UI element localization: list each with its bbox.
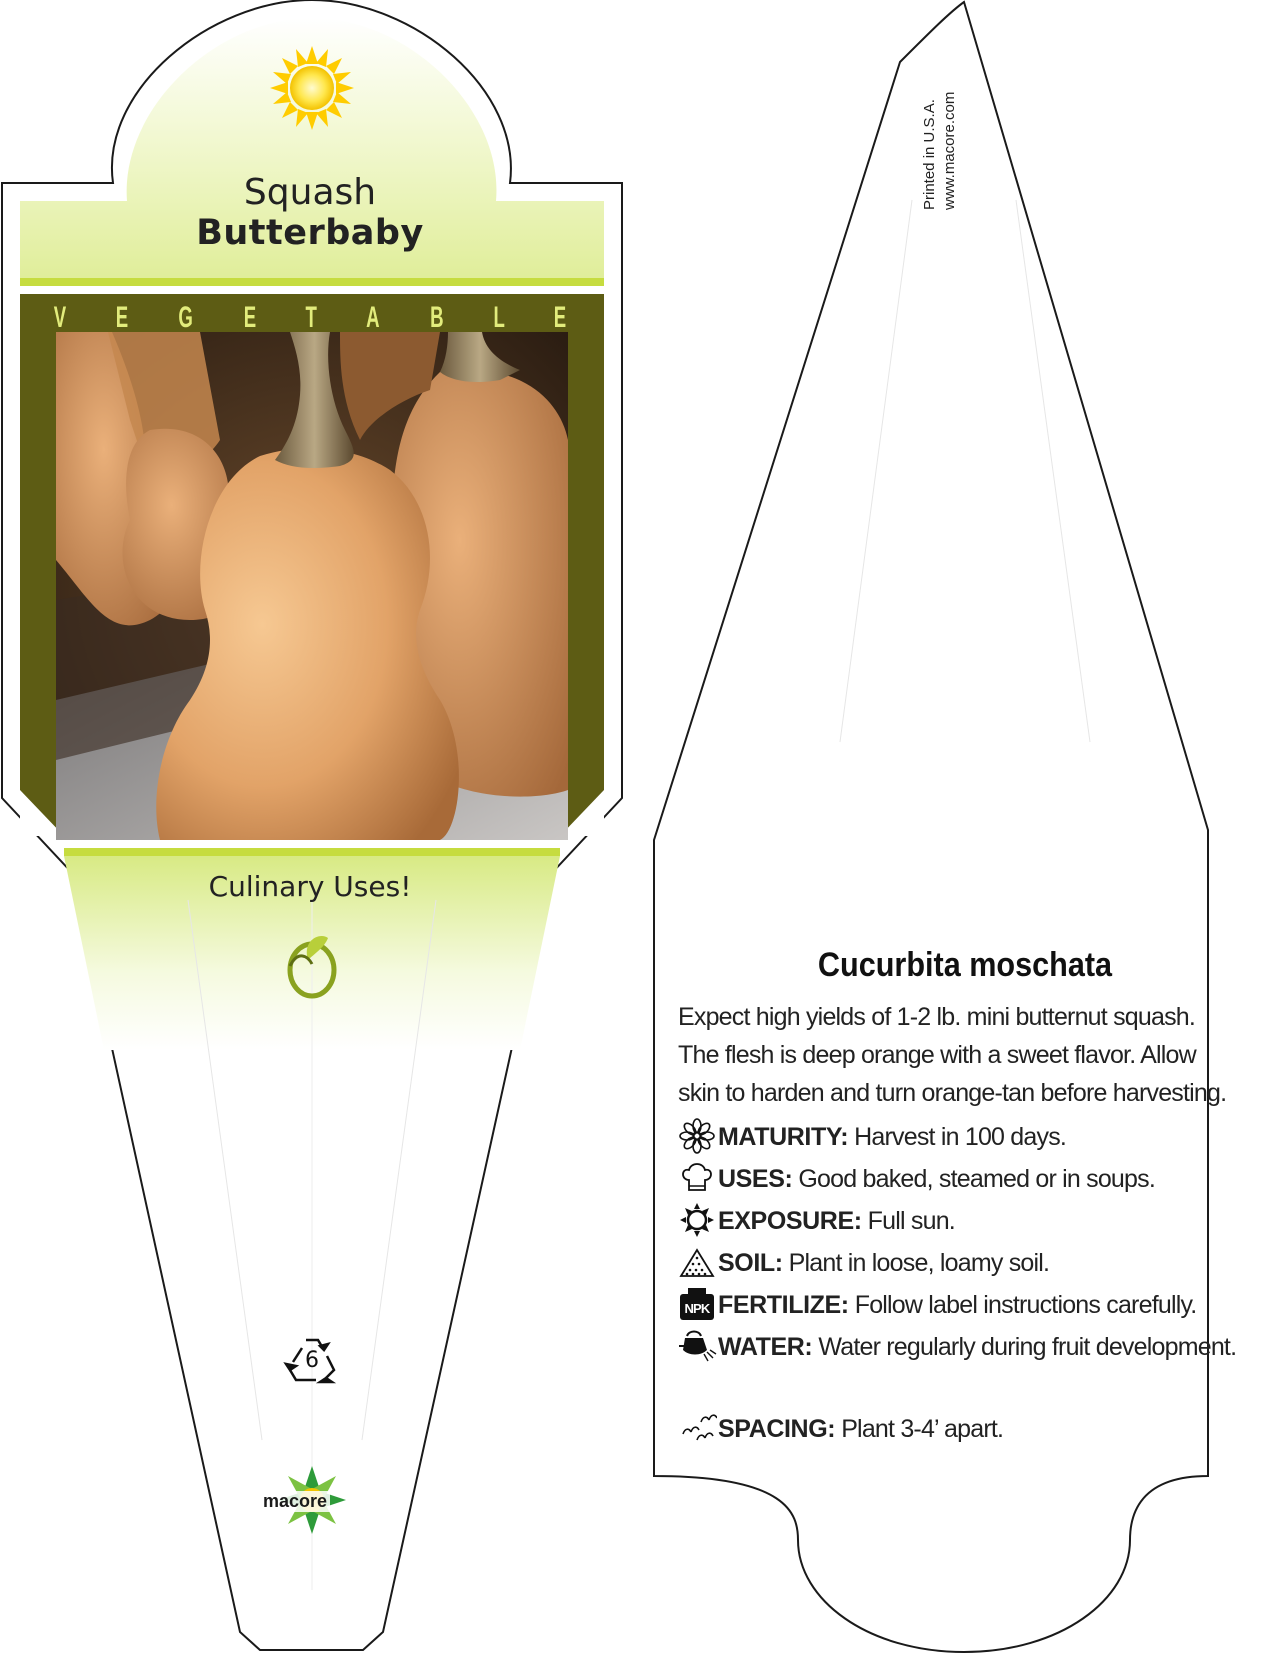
uses-row	[676, 1160, 1246, 1198]
sun-icon	[270, 46, 354, 130]
spacing-row	[676, 1410, 1246, 1448]
row-text: Good baked, steamed or in soups.	[798, 1165, 1155, 1193]
recycle-code: 6	[305, 1348, 319, 1373]
row-label: SPACING:	[718, 1415, 836, 1443]
category-letter: L	[492, 301, 505, 334]
row-label: FERTILIZE:	[718, 1291, 849, 1319]
row-label: MATURITY:	[718, 1123, 849, 1151]
back-tag-outline	[654, 2, 1208, 1652]
row-text: Plant in loose, loamy soil.	[788, 1249, 1050, 1277]
category-letter: G	[178, 301, 194, 334]
maturity-row	[676, 1118, 1246, 1156]
fertilize-row	[676, 1286, 1246, 1324]
watering-can-icon	[676, 1328, 718, 1364]
water-row	[676, 1328, 1246, 1366]
category-letter: V	[53, 301, 67, 334]
chef-hat-icon	[676, 1160, 718, 1196]
brand-name: macore	[260, 1491, 330, 1512]
category-letter: E	[115, 301, 129, 334]
scientific-name: Cucurbita moschata	[817, 946, 1113, 984]
squash-photo	[56, 332, 568, 840]
printed-line: Printed in U.S.A.	[921, 99, 938, 210]
category-letter: B	[429, 301, 444, 334]
row-text: Plant 3-4’ apart.	[841, 1415, 1004, 1443]
seedlings-icon	[676, 1410, 718, 1446]
sun-icon	[676, 1202, 718, 1238]
row-label: EXPOSURE:	[718, 1207, 862, 1235]
category-letter: T	[305, 301, 317, 334]
category-letter: A	[366, 301, 380, 334]
exposure-row	[676, 1202, 1246, 1240]
variety-name: Butterbaby	[196, 213, 424, 253]
row-label: USES:	[718, 1165, 793, 1193]
tagline: Culinary Uses!	[208, 870, 412, 903]
category-banner	[30, 300, 590, 336]
printed-info	[920, 30, 980, 210]
category-letter: E	[243, 301, 256, 334]
soil-row	[676, 1244, 1246, 1282]
category-letter: E	[553, 301, 567, 334]
row-text: Full sun.	[867, 1207, 955, 1235]
row-text: Water regularly during fruit development.	[818, 1333, 1237, 1361]
crop-name: Squash	[243, 172, 377, 213]
soil-icon	[676, 1244, 718, 1280]
row-label: SOIL:	[718, 1249, 783, 1277]
row-label: WATER:	[718, 1333, 813, 1361]
flower-icon	[676, 1118, 718, 1154]
row-text: Harvest in 100 days.	[854, 1123, 1067, 1151]
website: www.macore.com	[941, 91, 958, 210]
fertilizer-icon	[676, 1286, 718, 1322]
row-text: Follow label instructions carefully.	[854, 1291, 1197, 1319]
description: Expect high yields of 1-2 lb. mini butternut squash. The flesh is deep orange with a sweet flavor. Allow skin to harden and turn orange-tan before harvesting.	[678, 1003, 1227, 1107]
npk-label: NPK	[684, 1301, 710, 1316]
